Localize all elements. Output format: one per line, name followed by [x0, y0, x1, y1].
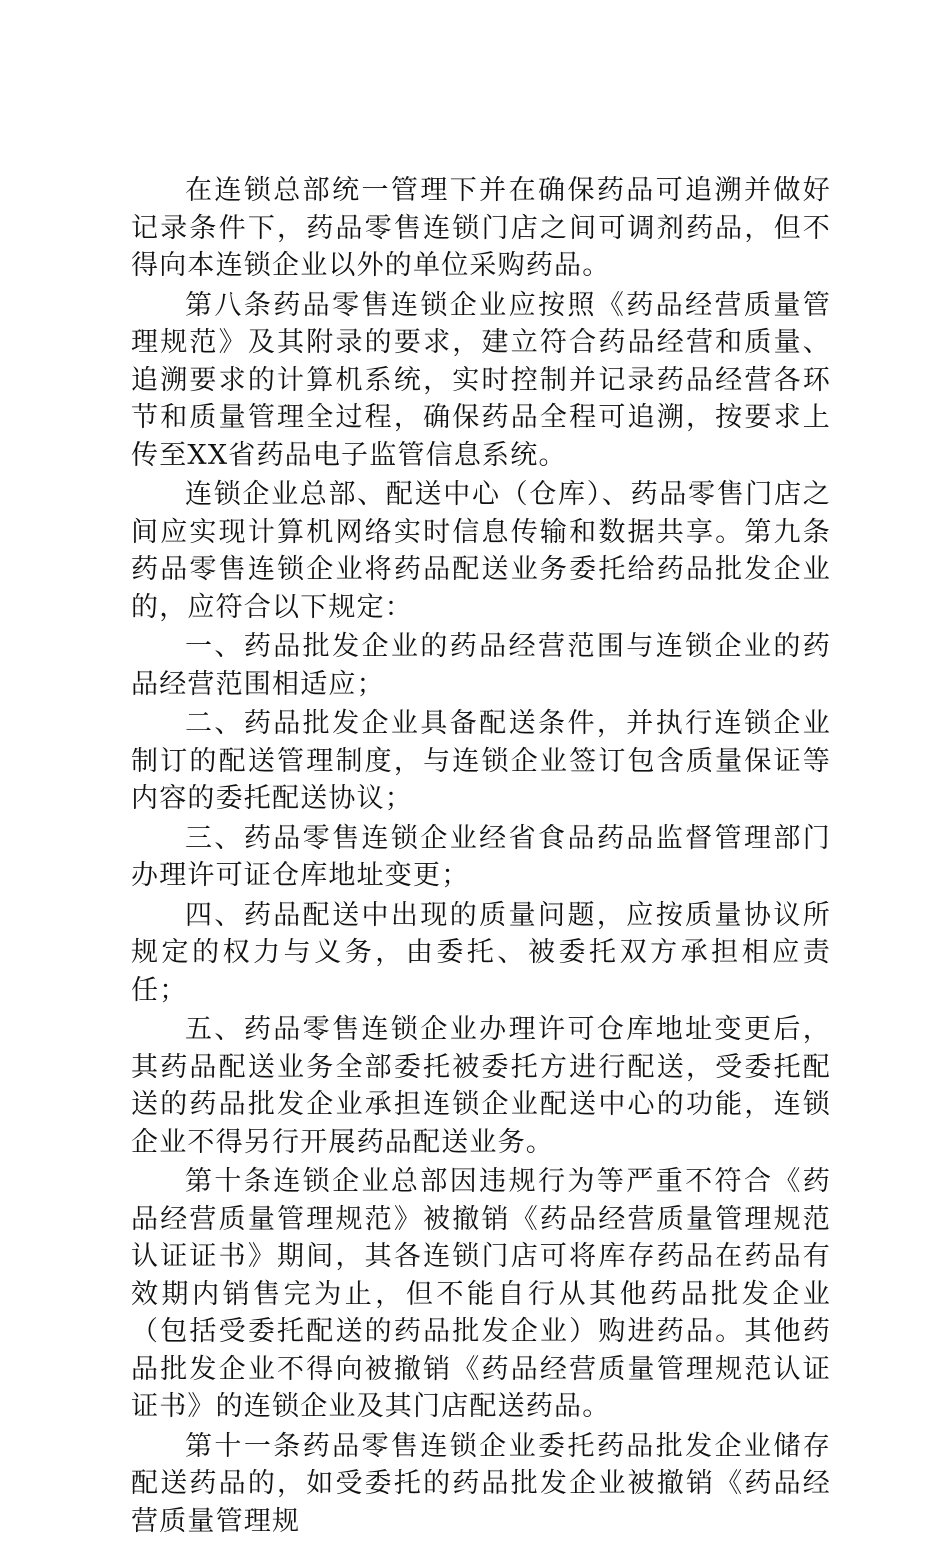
paragraph-2: 第八条药品零售连锁企业应按照《药品经营质量管理规范》及其附录的要求，建立符合药品经营和质量、追溯要求的计算机系统，实时控制并记录药品经营各环节和质量管理全过程，确保药品全程可追溯，按要求上传至XX省药品电子监管信息系统。 [131, 289, 831, 471]
paragraph-7: 四、药品配送中出现的质量问题，应按质量协议所规定的权力与义务，由委托、被委托双方承担相应责任； [131, 899, 831, 1006]
paragraph-10: 第十一条药品零售连锁企业委托药品批发企业储存配送药品的，如受委托的药品批发企业被撤销《药品经营质量管理规 [131, 1430, 831, 1537]
paragraph-8: 五、药品零售连锁企业办理许可仓库地址变更后，其药品配送业务全部委托被委托方进行配送，受委托配送的药品批发企业承担连锁企业配送中心的功能，连锁企业不得另行开展药品配送业务。 [131, 1014, 831, 1158]
document-body [131, 172, 831, 1542]
paragraph-4: 一、药品批发企业的药品经营范围与连锁企业的药品经营范围相适应； [131, 631, 831, 700]
paragraph-9: 第十条连锁企业总部因违规行为等严重不符合《药品经营质量管理规范》被撤销《药品经营质量管理规范认证证书》期间，其各连锁门店可将库存药品在药品有效期内销售完为止，但不能自行从其他药品批发企业（包括受委托配送的药品批发企业）购进药品。其他药品批发企业不得向被撤销《药品经营质量管理规范认证证书》的连锁企业及其门店配送药品。 [131, 1166, 831, 1422]
paragraph-1: 在连锁总部统一管理下并在确保药品可追溯并做好记录条件下，药品零售连锁门店之间可调剂药品，但不得向本连锁企业以外的单位采购药品。 [131, 175, 831, 281]
paragraph-6: 三、药品零售连锁企业经省食品药品监督管理部门办理许可证仓库地址变更； [131, 822, 831, 891]
paragraph-5: 二、药品批发企业具备配送条件，并执行连锁企业制订的配送管理制度，与连锁企业签订包含质量保证等内容的委托配送协议； [131, 708, 831, 814]
paragraph-3: 连锁企业总部、配送中心（仓库）、药品零售门店之间应实现计算机网络实时信息传输和数据共享。第九条药品零售连锁企业将药品配送业务委托给药品批发企业的，应符合以下规定： [131, 479, 831, 623]
